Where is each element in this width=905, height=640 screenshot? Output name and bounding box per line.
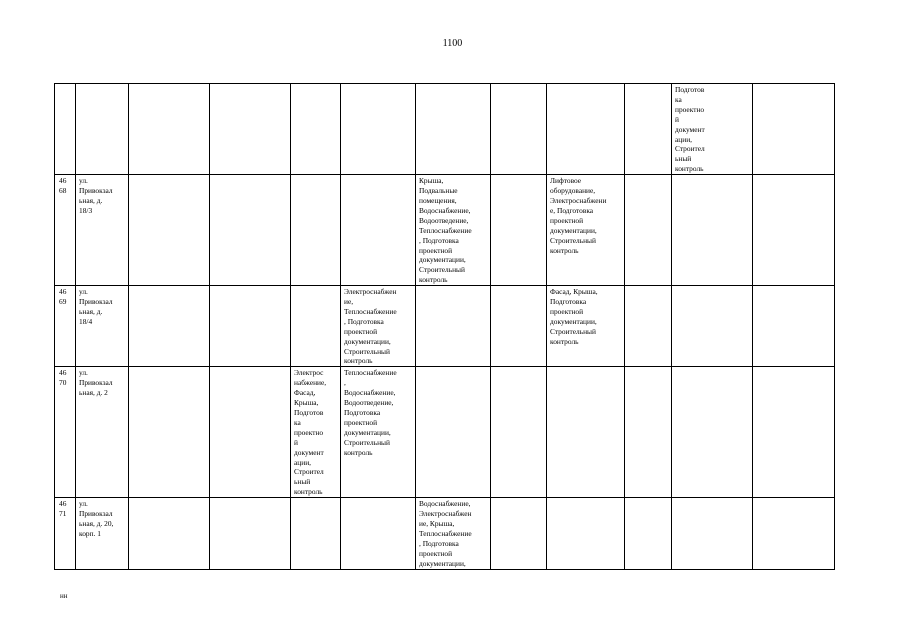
table-cell: Лифтовое оборудование, Электроснабжени е, Подготовка проектной документации, Строительный контроль bbox=[547, 175, 625, 286]
table-cell bbox=[210, 367, 291, 498]
table-cell bbox=[547, 84, 625, 175]
table-cell bbox=[547, 367, 625, 498]
table-cell bbox=[491, 286, 547, 367]
table-cell bbox=[491, 84, 547, 175]
table-cell bbox=[210, 84, 291, 175]
table-cell bbox=[291, 286, 341, 367]
table-cell bbox=[491, 498, 547, 569]
table-cell bbox=[753, 498, 835, 569]
footer-mark: нн bbox=[60, 592, 68, 600]
table-row-continuation bbox=[55, 84, 835, 175]
table-cell: Крыша, Подвальные помещения, Водоснабжение, Водоотведение, Теплоснабжение , Подготовка проектной документации, Строительный контроль bbox=[416, 175, 491, 286]
table-cell bbox=[129, 84, 210, 175]
table-cell bbox=[753, 84, 835, 175]
table-row bbox=[55, 498, 835, 569]
table-cell: Теплоснабжение , Водоснабжение, Водоотведение, Подготовка проектной документации, Строительный контроль bbox=[341, 367, 416, 498]
address-cell: ул. Привокзал ьная, д. 20, корп. 1 bbox=[76, 498, 129, 569]
table-cell bbox=[341, 175, 416, 286]
table-cell bbox=[625, 175, 672, 286]
table-row bbox=[55, 175, 835, 286]
table-cell bbox=[672, 367, 753, 498]
table-cell bbox=[210, 498, 291, 569]
table-cell bbox=[129, 175, 210, 286]
table-cell bbox=[672, 286, 753, 367]
table-cell bbox=[753, 286, 835, 367]
table-cell bbox=[491, 175, 547, 286]
table-cell bbox=[210, 175, 291, 286]
table-cell bbox=[416, 367, 491, 498]
table-cell bbox=[672, 175, 753, 286]
table-cell bbox=[753, 175, 835, 286]
table-cell: Фасад, Крыша, Подготовка проектной документации, Строительный контроль bbox=[547, 286, 625, 367]
table-cell bbox=[625, 84, 672, 175]
table-cell bbox=[129, 286, 210, 367]
address-cell: ул. Привокзал ьная, д. 18/4 bbox=[76, 286, 129, 367]
table-cell: Электроснабжен ие, Теплоснабжение , Подготовка проектной документации, Строительный контроль bbox=[341, 286, 416, 367]
table-cell bbox=[625, 367, 672, 498]
address-cell: ул. Привокзал ьная, д. 2 bbox=[76, 367, 129, 498]
schedule-table bbox=[54, 83, 835, 570]
row-number: 46 69 bbox=[55, 286, 76, 367]
table-row bbox=[55, 286, 835, 367]
table-cell bbox=[291, 175, 341, 286]
table-cell bbox=[129, 498, 210, 569]
page-number: 1100 bbox=[442, 38, 463, 49]
table-cell bbox=[753, 367, 835, 498]
table-cell bbox=[672, 498, 753, 569]
table-cell bbox=[291, 498, 341, 569]
table-cell bbox=[55, 84, 76, 175]
row-number: 46 70 bbox=[55, 367, 76, 498]
table-cell bbox=[341, 84, 416, 175]
row-number: 46 71 bbox=[55, 498, 76, 569]
table-row bbox=[55, 367, 835, 498]
row-number: 46 68 bbox=[55, 175, 76, 286]
table-cell bbox=[76, 84, 129, 175]
table-cell bbox=[291, 84, 341, 175]
table-cell bbox=[625, 286, 672, 367]
table-cell: Электрос набжение, Фасад, Крыша, Подготов ка проектно й документ ации, Строител ьный контроль bbox=[291, 367, 341, 498]
table-cell bbox=[210, 286, 291, 367]
table-cell bbox=[625, 498, 672, 569]
table-cell bbox=[547, 498, 625, 569]
table-cell: Подготов ка проектно й документ ации, Строител ьный контроль bbox=[672, 84, 753, 175]
table-cell bbox=[129, 367, 210, 498]
address-cell: ул. Привокзал ьная, д. 18/3 bbox=[76, 175, 129, 286]
table-cell bbox=[416, 286, 491, 367]
table-cell bbox=[416, 84, 491, 175]
table-cell: Водоснабжение, Электроснабжен ие, Крыша, Теплоснабжение , Подготовка проектной документации, bbox=[416, 498, 491, 569]
table-cell bbox=[341, 498, 416, 569]
table-cell bbox=[491, 367, 547, 498]
